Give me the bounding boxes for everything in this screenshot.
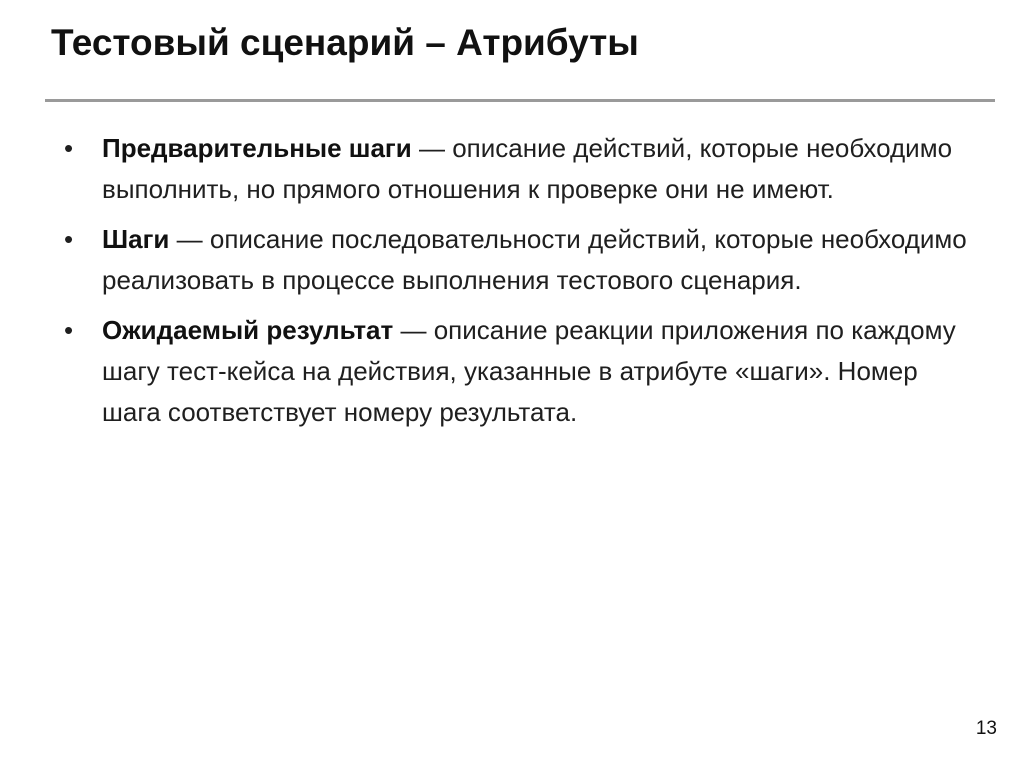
term-label: Ожидаемый результат	[102, 315, 394, 345]
list-item-preconditions	[62, 128, 967, 210]
term-label: Предварительные шаги	[102, 133, 412, 163]
bullet-icon: •	[64, 315, 74, 345]
list-item-steps	[62, 219, 967, 301]
term-separator: —	[169, 224, 210, 254]
list-item-expected-result	[62, 310, 967, 433]
attribute-list	[62, 128, 967, 442]
slide-title: Тестовый сценарий – Атрибуты	[51, 22, 639, 63]
bullet-icon: •	[64, 133, 74, 163]
term-label: Шаги	[102, 224, 170, 254]
title-divider	[45, 99, 995, 102]
term-description: описание действий, которые необходимо выполнить, но прямого отношения к проверке они не имеют.	[102, 133, 953, 204]
bullet-icon: •	[64, 224, 74, 254]
term-description: описание последовательности действий, которые необходимо реализовать в процессе выполнения тестового сценария.	[102, 224, 967, 295]
term-separator: —	[393, 315, 434, 345]
page-number: 13	[975, 718, 997, 739]
term-separator: —	[411, 133, 453, 163]
term-description: описание реакции приложения по каждому шагу тест-кейса на действия, указанные в атрибуте «шаги». Номер шага соответствует номеру результата.	[102, 315, 956, 427]
